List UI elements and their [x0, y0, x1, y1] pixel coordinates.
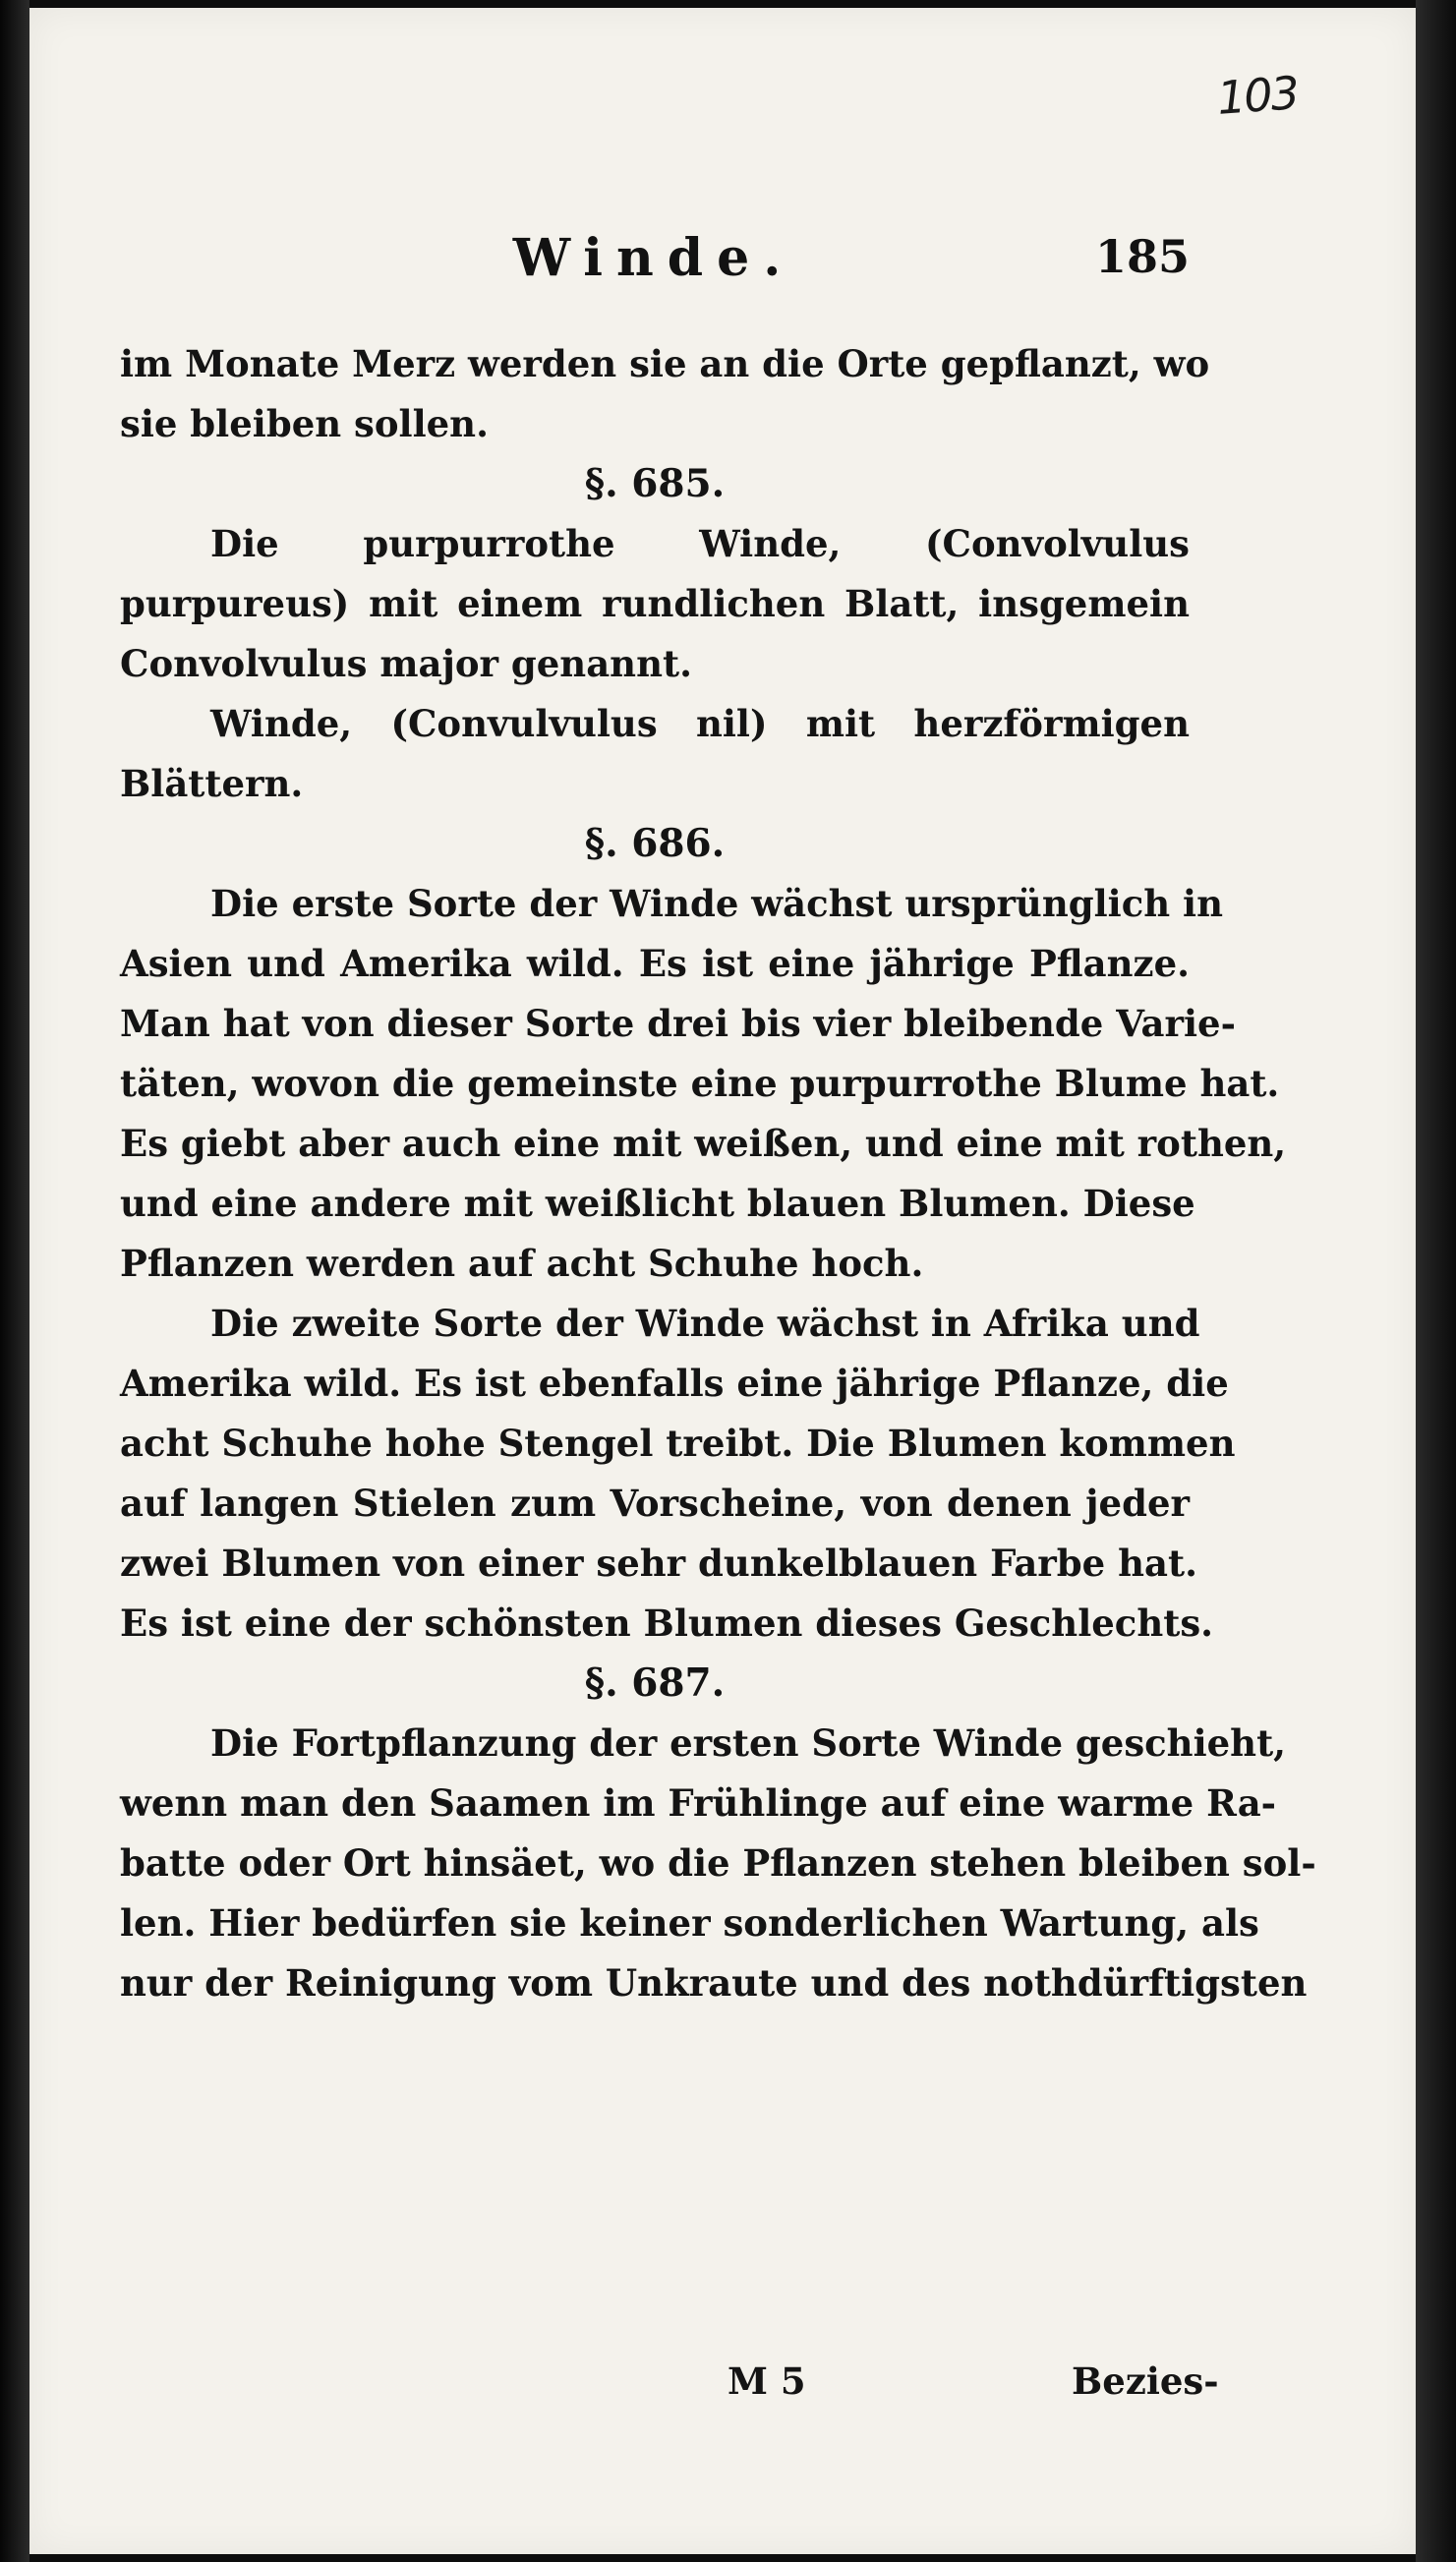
text-line: Asien und Amerika wild. Es ist eine jährige Pflanze. — [120, 942, 1190, 985]
text-line: purpureus) mit einem rundlichen Blatt, insgemein — [120, 582, 1190, 625]
text-line: Die zweite Sorte der Winde wächst in Afrika und — [210, 1302, 1200, 1345]
text-line: Amerika wild. Es ist ebenfalls eine jährige Pflanze, die — [120, 1362, 1229, 1405]
text-line: Convolvulus major genannt. — [120, 642, 692, 685]
text-line: nur der Reinigung vom Unkraute und des nothdürftigsten — [120, 1961, 1308, 2005]
text-line: Die Fortpflanzung der ersten Sorte Winde geschieht, — [210, 1721, 1287, 1765]
text-line: acht Schuhe hohe Stengel treibt. Die Blumen kommen — [120, 1422, 1236, 1465]
paragraph — [120, 514, 1190, 694]
section-heading: §. 687. — [584, 1660, 726, 1706]
text-line: Man hat von dieser Sorte drei bis vier bleibende Varie- — [120, 1002, 1236, 1045]
text-line: auf langen Stielen zum Vorscheine, von denen jeder — [120, 1482, 1190, 1525]
text-line: Die purpurrothe Winde, (Convolvulus — [210, 522, 1190, 565]
text-line: len. Hier bedürfen sie keiner sonderlichen Wartung, als — [120, 1901, 1259, 1945]
text-line: zwei Blumen von einer sehr dunkelblauen Farbe hat. — [120, 1542, 1197, 1585]
text-line: Die erste Sorte der Winde wächst ursprünglich in — [210, 882, 1223, 925]
text-line: Winde, (Convulvulus nil) mit herzförmigen — [210, 702, 1190, 745]
body-text — [120, 334, 1316, 2013]
catchword: Bezies- — [1072, 2359, 1219, 2403]
text-line: Es giebt aber auch eine mit weißen, und eine mit rothen, — [120, 1122, 1287, 1165]
text-line: batte oder Ort hinsäet, wo die Pflanzen stehen bleiben sol- — [120, 1841, 1316, 1885]
text-line: Es ist eine der schönsten Blumen dieses Geschlechts. — [120, 1601, 1214, 1645]
signature-mark: M 5 — [728, 2359, 806, 2403]
text-line: Blättern. — [120, 762, 304, 805]
section-heading: §. 686. — [584, 821, 726, 866]
text-line: wenn man den Saamen im Frühlinge auf eine warme Ra- — [120, 1781, 1277, 1825]
paragraph — [120, 694, 1190, 814]
paragraph — [120, 1294, 1236, 1654]
paragraph — [120, 1714, 1316, 2013]
text-line: täten, wovon die gemeinste eine purpurrothe Blume hat. — [120, 1062, 1280, 1105]
text-line: im Monate Merz werden sie an die Orte gepflanzt, wo — [120, 342, 1210, 385]
paragraph — [120, 874, 1287, 1294]
folio-annotation: 103 — [1215, 66, 1300, 125]
paragraph — [120, 334, 1210, 454]
page-number: 185 — [1094, 230, 1190, 283]
page-header — [118, 228, 1190, 297]
text-line: sie bleiben sollen. — [120, 402, 489, 445]
page-edge-shadow — [1416, 0, 1456, 2562]
running-head: Winde. — [512, 228, 795, 288]
text-line: Pflanzen werden auf acht Schuhe hoch. — [120, 1242, 924, 1285]
text-line: und eine andere mit weißlicht blauen Blumen. Diese — [120, 1182, 1195, 1225]
section-heading: §. 685. — [584, 461, 726, 506]
binding-shadow — [0, 0, 29, 2562]
